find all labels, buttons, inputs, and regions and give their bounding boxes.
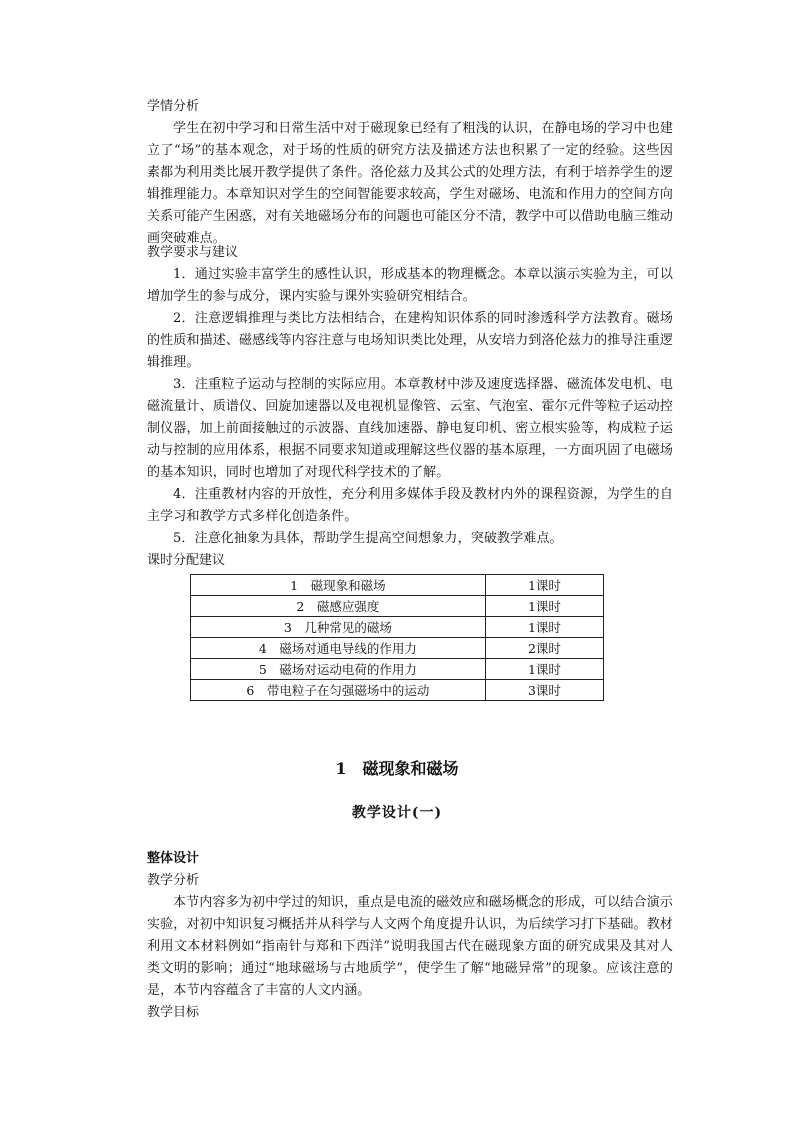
- table-row: [191, 575, 604, 596]
- learning-analysis-section: [147, 96, 673, 250]
- hours-cell: 1课时: [485, 596, 603, 617]
- hours-cell: 1课时: [485, 659, 603, 680]
- table-row: [191, 659, 604, 680]
- topic-cell: 1 磁现象和磁场: [191, 575, 486, 596]
- overall-design-heading: 整体设计: [147, 851, 200, 866]
- hours-cell: 1课时: [485, 617, 603, 638]
- lesson-title: 1 磁现象和磁场: [335, 759, 459, 778]
- teaching-requirements-heading: 教学要求与建议: [147, 245, 239, 260]
- hours-cell: 2课时: [485, 638, 603, 659]
- requirement-item-4: 4．注重教材内容的开放性，充分利用多媒体手段及教材内外的课程资源，为学生的自主学习和教学方式多样化创造条件。: [147, 487, 673, 524]
- requirement-item-1: 1．通过实验丰富学生的感性认识，形成基本的物理概念。本章以演示实验为主，可以增加学生的参与成分，课内实验与课外实验研究相结合。: [147, 267, 673, 304]
- teaching-analysis-heading: 教学分析: [147, 873, 200, 888]
- hour-allocation-table: [190, 574, 604, 701]
- overall-design-section: [147, 848, 673, 1024]
- hour-allocation-heading: 课时分配建议: [147, 553, 226, 568]
- requirement-item-3: 3．注重粒子运动与控制的实际应用。本章教材中涉及速度选择器、磁流体发电机、电磁流量计、质谱仪、回旋加速器以及电视机显像管、云室、气泡室、霍尔元件等粒子运动控制仪器，加上前面接触过的示波器、直线加速器、静电复印机、密立根实验等，构成粒子运动与控制的应用体系，根据不同要求知道或理解这些仪器的基本原理，一方面巩固了电磁场的基本知识，同时也增加了对现代科学技术的了解。: [147, 377, 674, 480]
- table-row: [191, 617, 604, 638]
- requirement-item-5: 5．注意化抽象为具体，帮助学生提高空间想象力，突破教学难点。: [173, 531, 563, 546]
- teaching-analysis-paragraph: 本节内容多为初中学过的知识，重点是电流的磁效应和磁场概念的形成，可以结合演示实验，对初中知识复习概括并从科学与人文两个角度提升认识，为后续学习打下基础。教材利用文本材料例如“指南针与郑和下西洋”说明我国古代在磁现象方面的研究成果及其对人类文明的影响；通过“地球磁场与古地质学”，使学生了解“地磁异常”的现象。应该注意的是，本节内容蕴含了丰富的人文内涵。: [147, 895, 674, 998]
- teaching-requirements-section: [147, 242, 673, 572]
- learning-analysis-heading: 学情分析: [147, 99, 200, 114]
- lesson-subtitle: 教学设计(一): [351, 805, 443, 821]
- topic-cell: 3 几种常见的磁场: [191, 617, 486, 638]
- table-row: [191, 596, 604, 617]
- requirement-item-2: 2．注意逻辑推理与类比方法相结合，在建构知识体系的同时渗透科学方法教育。磁场的性质和描述、磁感线等内容注意与电场知识类比处理，从安培力到洛伦兹力的推导注重逻辑推理。: [147, 311, 674, 370]
- learning-analysis-paragraph: 学生在初中学习和日常生活中对于磁现象已经有了粗浅的认识，在静电场的学习中也建立了“场”的基本观念，对于场的性质的研究方法及描述方法也积累了一定的经验。这些因素都为利用类比展开教学提供了条件。洛伦兹力及其公式的处理方法，有利于培养学生的逻辑推理能力。本章知识对学生的空间智能要求较高，学生对磁场、电流和作用力的空间方向关系可能产生困惑，对有关地磁场分布的问题也可能区分不清，教学中可以借助电脑三维动画突破难点。: [147, 121, 674, 246]
- table-row: [191, 680, 604, 701]
- topic-cell: 4 磁场对通电导线的作用力: [191, 638, 486, 659]
- topic-cell: 6 带电粒子在匀强磁场中的运动: [191, 680, 486, 701]
- table-row: [191, 638, 604, 659]
- topic-cell: 2 磁感应强度: [191, 596, 486, 617]
- hours-cell: 3课时: [485, 680, 603, 701]
- teaching-goals-heading: 教学目标: [147, 1005, 200, 1020]
- hours-cell: 1课时: [485, 575, 603, 596]
- topic-cell: 5 磁场对运动电荷的作用力: [191, 659, 486, 680]
